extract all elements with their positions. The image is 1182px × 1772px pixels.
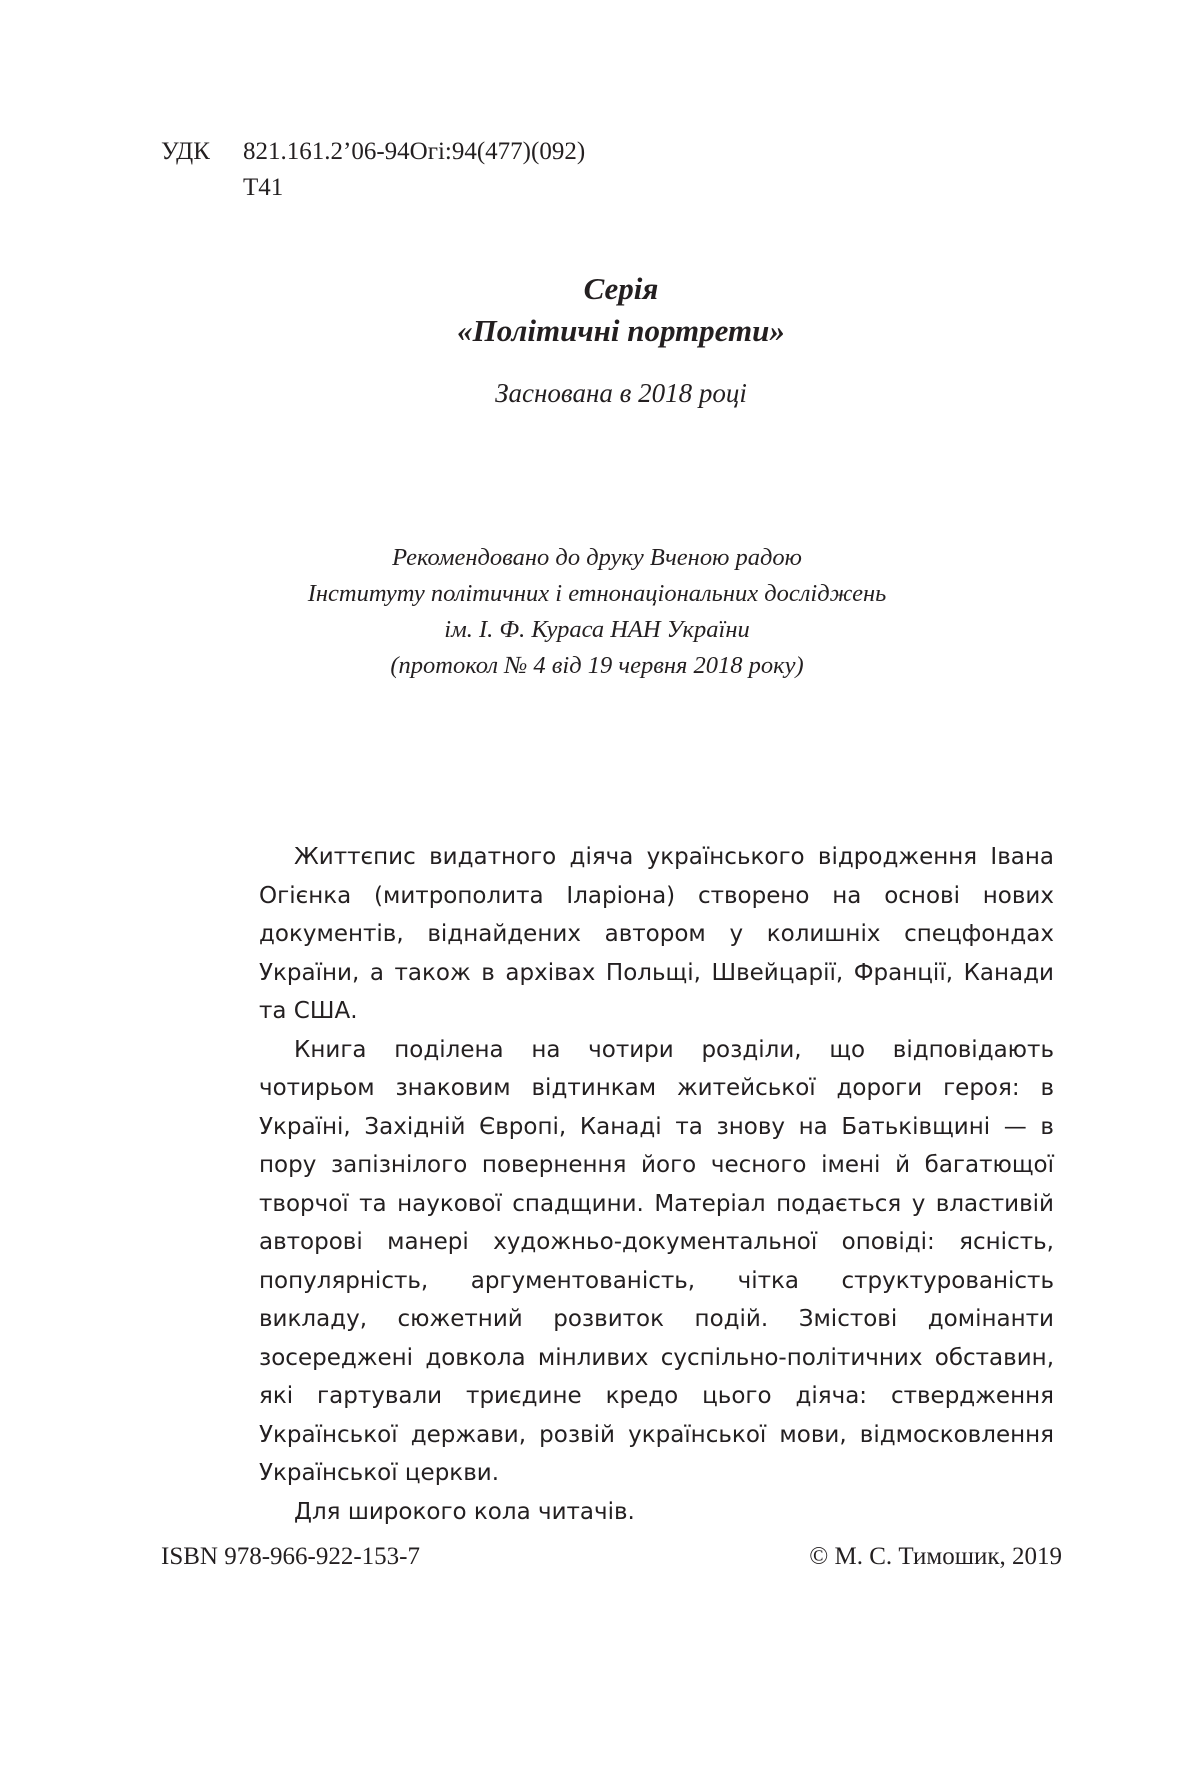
udk-row — [161, 134, 585, 170]
series-name: «Політичні портрети» — [457, 313, 785, 348]
series-block — [0, 268, 1182, 412]
recommendation-line: Рекомендовано до друку Вченою радою — [392, 544, 802, 571]
annotation — [259, 838, 1054, 1531]
udk-code: 821.161.2’06-94Огі:94(477)(092) — [243, 138, 586, 165]
series-title: Серія — [583, 271, 659, 306]
udk-block — [161, 134, 585, 206]
series-founded: Заснована в 2018 році — [495, 378, 747, 408]
udk-label: УДК — [161, 138, 210, 165]
recommendation-line: ім. І. Ф. Кураса НАН України — [444, 616, 750, 643]
copyright: © М. С. Тимошик, 2019 — [809, 1543, 1062, 1570]
isbn: ISBN 978-966-922-153-7 — [161, 1543, 421, 1570]
annotation-paragraph: Життєпис видатного діяча українського відродження Івана Огієнка (митрополита Іларіона) створено на основі нових документів, віднайдених автором у колишніх спецфондах України, а також в архівах Польщі, Швейцарії, Франції, Канади та США. — [259, 844, 1054, 1024]
bbk-code: Т41 — [243, 174, 284, 201]
recommendation-block — [0, 540, 1182, 684]
recommendation-line: (протокол № 4 від 19 червня 2018 року) — [390, 652, 804, 679]
annotation-paragraph: Книга поділена на чотири розділи, що відповідають чотирьом знаковим відтинкам житейської дороги героя: в Україні, Західній Європі, Канаді та знову на Батьківщині — в пору запізнілого повернення його чесного імені й багатющої творчої та наукової спадщини. Матеріал подається у властивій авторові манері художньо-документальної оповіді: ясність, популярність, аргументованість, чітка структурованість викладу, сюжетний розвиток подій. Змістові домінанти зосереджені довкола мінливих суспільно-політичних обставин, які гартували триєдине кредо цього діяча: ствердження Української держави, розвій української мови, відмосковлення Української церкви. — [259, 1036, 1054, 1486]
annotation-paragraph: Для широкого кола читачів. — [294, 1498, 635, 1525]
recommendation-line: Інституту політичних і етнонаціональних досліджень — [307, 580, 887, 607]
